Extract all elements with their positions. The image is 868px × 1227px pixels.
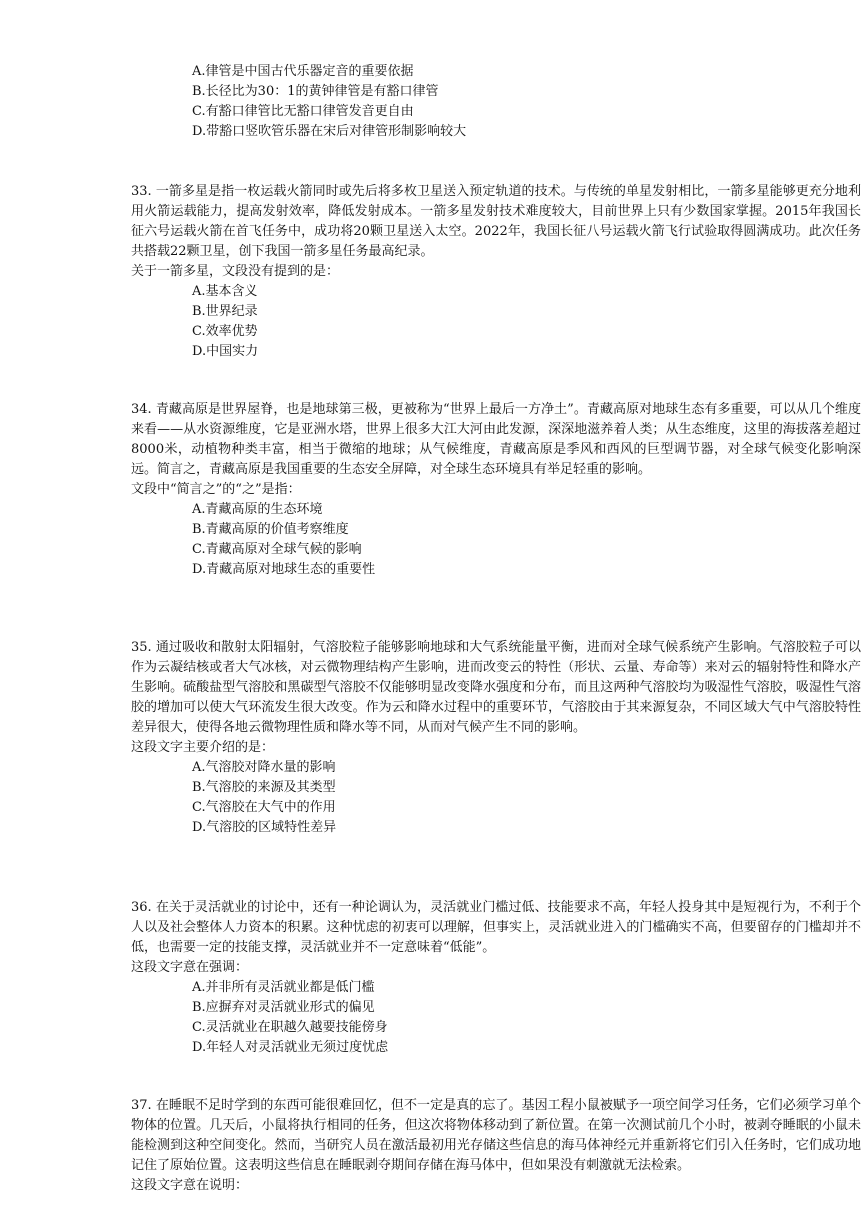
question-37 <box>131 1096 861 1196</box>
q32-options <box>192 62 466 142</box>
option-a[interactable]: A.青藏高原的生态环境 <box>192 502 323 517</box>
option-c[interactable]: C.有豁口律管比无豁口律管发音更自由 <box>192 104 414 119</box>
option-d[interactable]: D.年轻人对灵活就业无须过度忧虑 <box>192 1040 389 1055</box>
question-34 <box>131 400 861 580</box>
question-prompt: 这段文字意在强调： <box>131 960 249 975</box>
option-b[interactable]: B.青藏高原的价值考察维度 <box>192 522 349 537</box>
option-b[interactable]: B.应摒弃对灵活就业形式的偏见 <box>192 1000 375 1015</box>
option-d[interactable]: D.青藏高原对地球生态的重要性 <box>192 562 376 577</box>
options-list <box>192 978 861 1058</box>
question-prompt: 文段中“简言之”的“之”是指： <box>131 482 301 497</box>
question-stem: 37. 在睡眠不足时学到的东西可能很难回忆，但不一定是真的忘了。基因工程小鼠被赋予一项空间学习任务，它们必须学习单个物体的位置。几天后，小鼠将执行相同的任务，但这次将物体移动到了新位置。在第一次测试前几个小时，被剥夺睡眠的小鼠未能检测到这种空间变化。然而，当研究人员在激活最初用光存储这些信息的海马体神经元并重新将它们引入任务时，它们成功地记住了原始位置。这表明这些信息在睡眠剥夺期间存储在海马体中，但如果没有刺激就无法检索。 <box>131 1098 861 1173</box>
options-list <box>192 282 861 362</box>
option-a[interactable]: A.律管是中国古代乐器定音的重要依据 <box>192 64 414 79</box>
question-prompt: 关于一箭多星，文段没有提到的是： <box>131 264 340 279</box>
question-35 <box>131 638 861 838</box>
question-prompt: 这段文字意在说明： <box>131 1178 249 1193</box>
option-b[interactable]: B.气溶胶的来源及其类型 <box>192 780 336 795</box>
question-stem: 34. 青藏高原是世界屋脊，也是地球第三极，更被称为“世界上最后一方净土”。青藏高原对地球生态有多重要，可以从几个维度来看——从水资源维度，它是亚洲水塔，世界上很多大江大河由此发源，深深地滋养着人类；从生态维度，这里的海拔落差超过8000米，动植物种类丰富，相当于微缩的地球；从气候维度，青藏高原是季风和西风的巨型调节器，对全球气候变化影响深远。简言之，青藏高原是我国重要的生态安全屏障，对全球生态环境具有举足轻重的影响。 <box>131 402 861 477</box>
option-c[interactable]: C.青藏高原对全球气候的影响 <box>192 542 362 557</box>
option-d[interactable]: D.气溶胶的区域特性差异 <box>192 820 337 835</box>
question-prompt: 这段文字主要介绍的是： <box>131 740 275 755</box>
question-33 <box>131 182 861 362</box>
option-a[interactable]: A.并非所有灵活就业都是低门槛 <box>192 980 375 995</box>
question-36 <box>131 898 861 1058</box>
option-a[interactable]: A.基本含义 <box>192 284 258 299</box>
option-c[interactable]: C.气溶胶在大气中的作用 <box>192 800 336 815</box>
option-c[interactable]: C.效率优势 <box>192 324 258 339</box>
option-b[interactable]: B.世界纪录 <box>192 304 258 319</box>
question-stem: 33. 一箭多星是指一枚运载火箭同时或先后将多枚卫星送入预定轨道的技术。与传统的单星发射相比，一箭多星能够更充分地利用火箭运载能力，提高发射效率，降低发射成本。一箭多星发射技术难度较大，目前世界上只有少数国家掌握。2015年我国长征六号运载火箭在首飞任务中，成功将20颗卫星送入太空。2022年，我国长征八号运载火箭飞行试验取得圆满成功。此次任务共搭载22颗卫星，创下我国一箭多星任务最高纪录。 <box>131 184 861 259</box>
option-c[interactable]: C.灵活就业在职越久越要技能傍身 <box>192 1020 388 1035</box>
option-d[interactable]: D.中国实力 <box>192 344 259 359</box>
question-stem: 35. 通过吸收和散射太阳辐射，气溶胶粒子能够影响地球和大气系统能量平衡，进而对全球气候系统产生影响。气溶胶粒子可以作为云凝结核或者大气冰核，对云微物理结构产生影响，进而改变云的特性（形状、云量、寿命等）来对云的辐射特性和降水产生影响。硫酸盐型气溶胶和黑碳型气溶胶不仅能够明显改变降水强度和分布，而且这两种气溶胶均为吸湿性气溶胶，吸湿性气溶胶的增加可以使大气环流发生很大改变。作为云和降水过程中的重要环节，气溶胶由于其来源复杂，不同区域大气中气溶胶特性差异很大，使得各地云微物理性质和降水等不同，从而对气候产生不同的影响。 <box>131 640 861 735</box>
question-stem: 36. 在关于灵活就业的讨论中，还有一种论调认为，灵活就业门槛过低、技能要求不高，年轻人投身其中是短视行为，不利于个人以及社会整体人力资本的积累。这种忧虑的初衷可以理解，但事实上，灵活就业进入的门槛确实不高，但要留存的门槛却并不低，也需要一定的技能支撑，灵活就业并不一定意味着“低能”。 <box>131 900 861 955</box>
option-d[interactable]: D.带豁口竖吹管乐器在宋后对律管形制影响较大 <box>192 124 467 139</box>
option-a[interactable]: A.气溶胶对降水量的影响 <box>192 760 336 775</box>
options-list <box>192 758 861 838</box>
option-b[interactable]: B.长径比为30：1的黄钟律管是有豁口律管 <box>192 84 439 99</box>
options-list <box>192 500 861 580</box>
